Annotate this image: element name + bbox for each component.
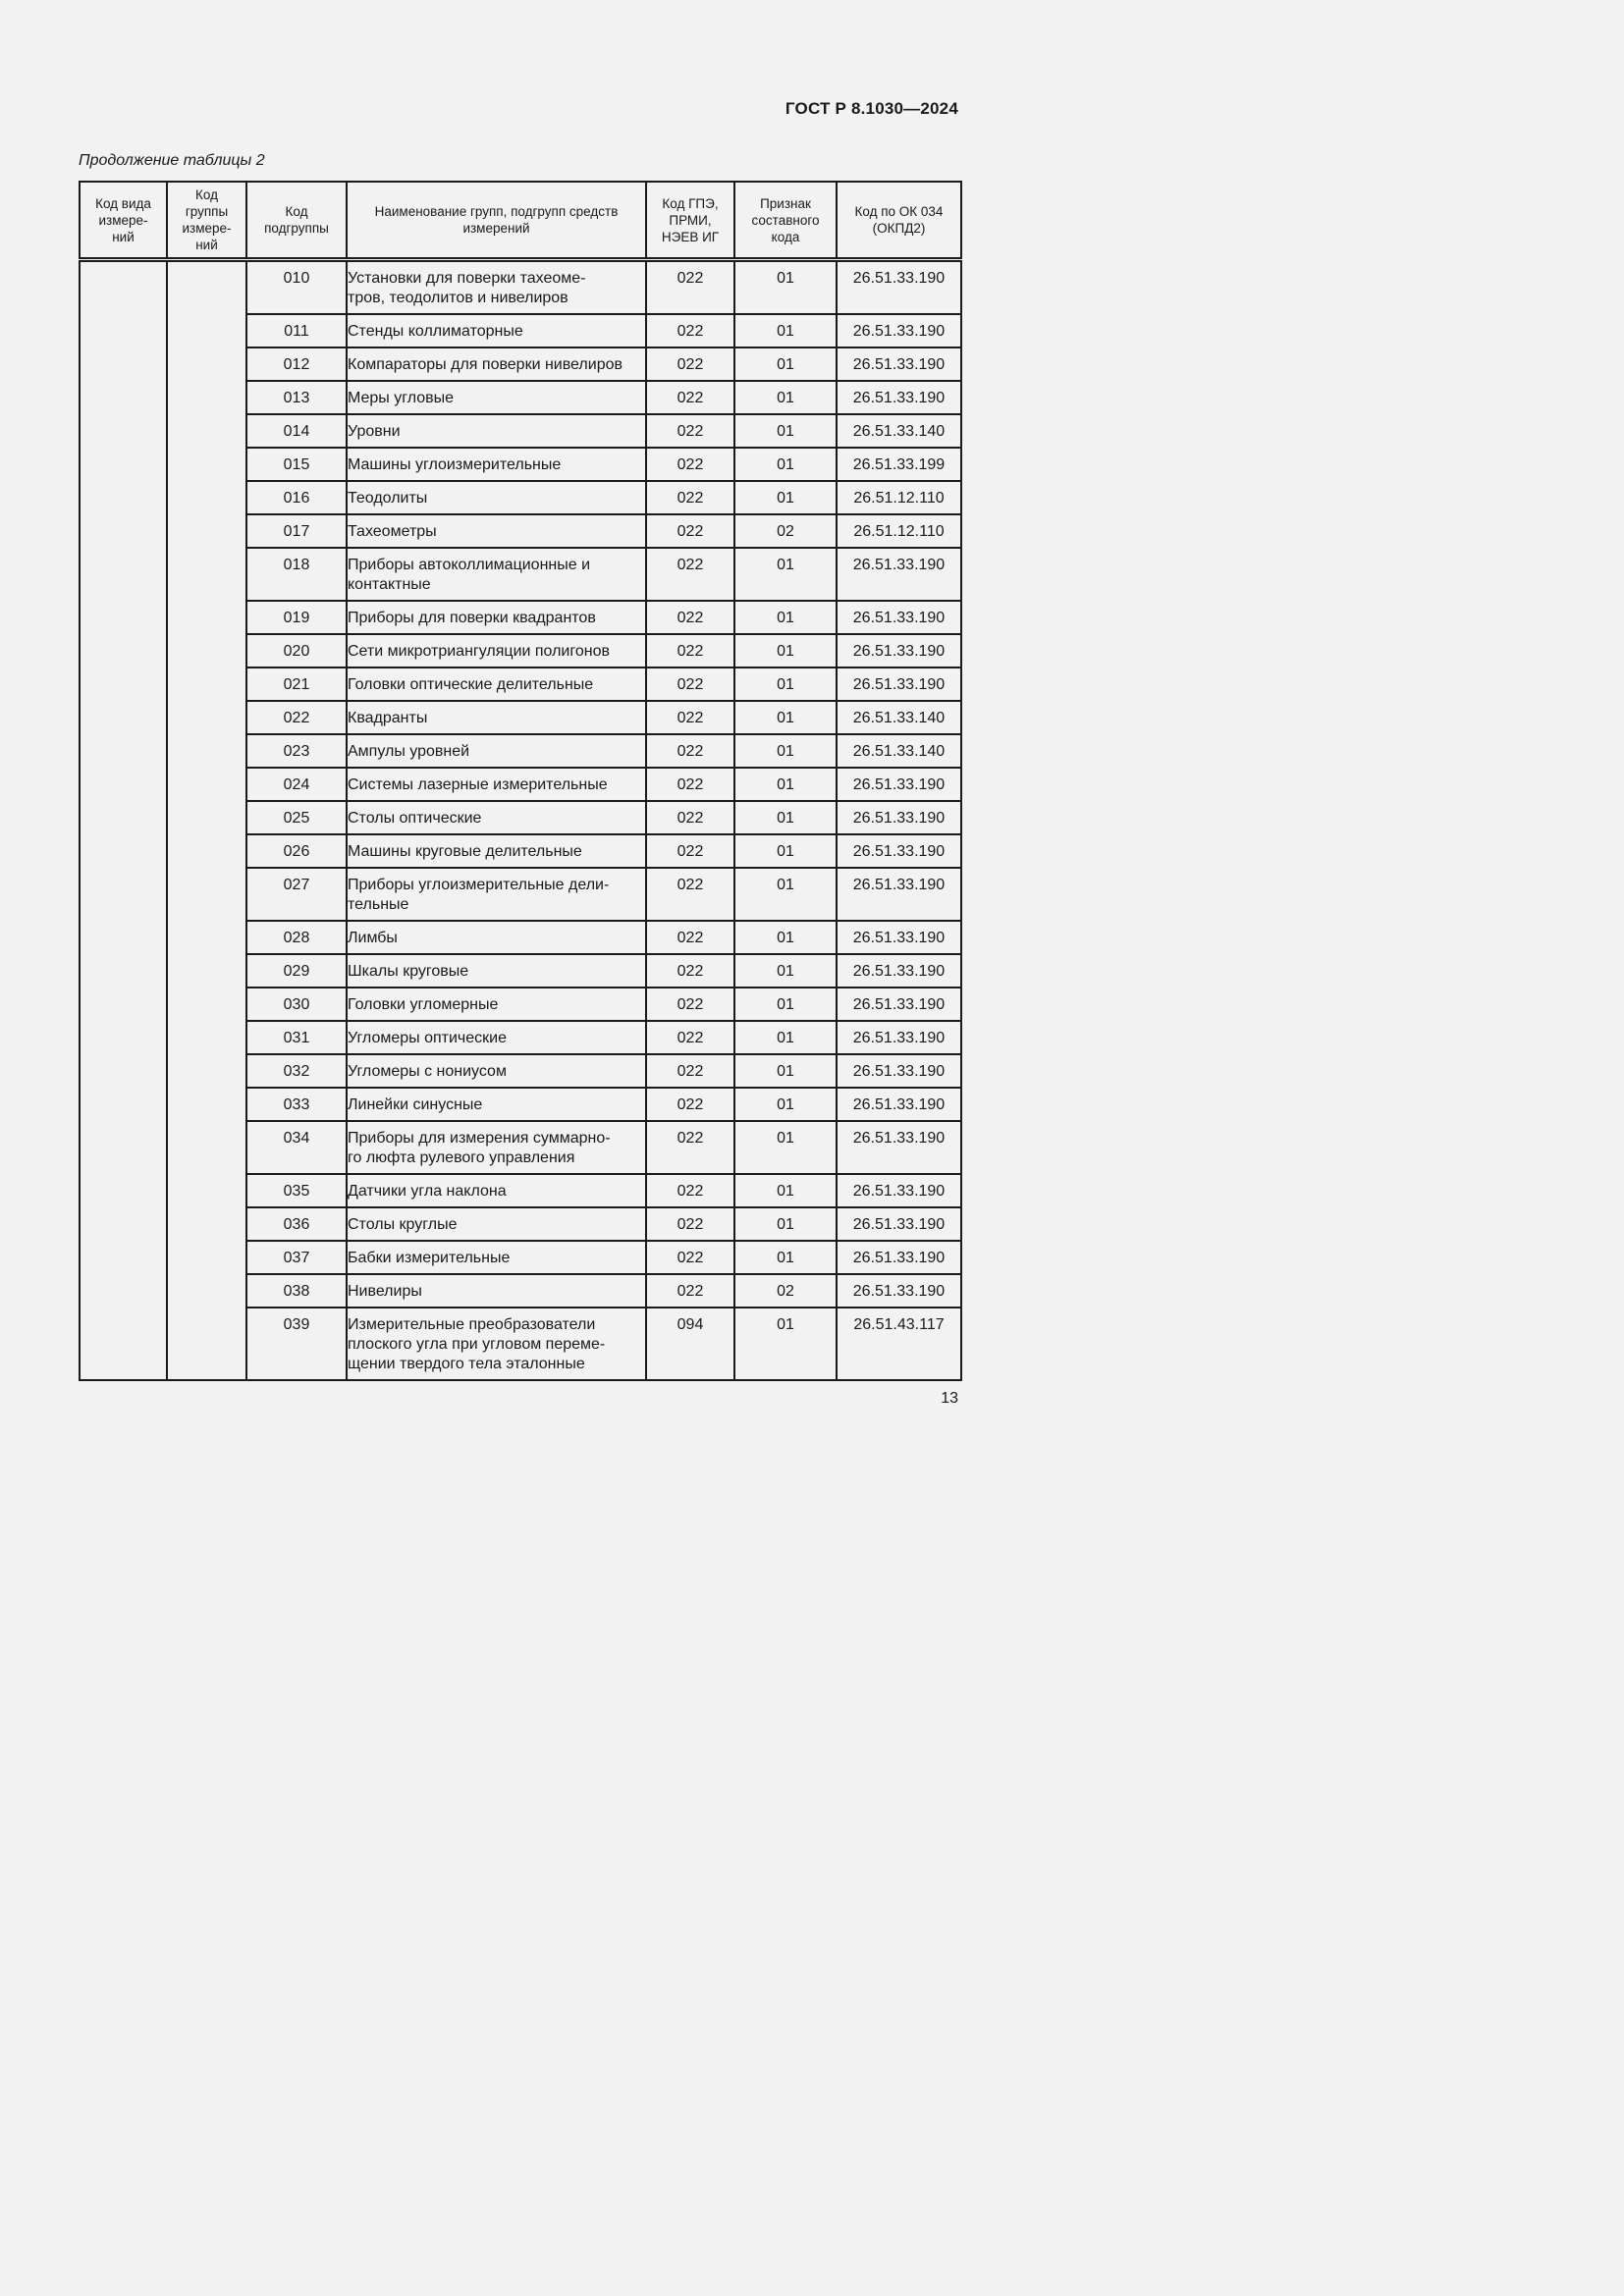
gpe-code-cell: 022 [646, 921, 734, 954]
okpd2-code-cell: 26.51.33.190 [837, 634, 961, 667]
subgroup-code-cell: 039 [246, 1308, 347, 1380]
name-cell: Меры угловые [347, 381, 646, 414]
subgroup-code-cell: 025 [246, 801, 347, 834]
gpe-code-cell: 022 [646, 601, 734, 634]
okpd2-code-cell: 26.51.33.190 [837, 1174, 961, 1207]
column-header-okpd2-code [837, 182, 961, 260]
table-row [80, 260, 961, 315]
composite-sign-cell: 01 [734, 768, 837, 801]
measurement-type-code-cell [80, 260, 167, 1381]
subgroup-code-cell: 016 [246, 481, 347, 514]
column-header-name [347, 182, 646, 260]
subgroup-code-cell: 012 [246, 347, 347, 381]
gpe-code-cell: 022 [646, 1054, 734, 1088]
composite-sign-cell: 02 [734, 514, 837, 548]
name-cell: Сети микротриангуляции полигонов [347, 634, 646, 667]
composite-sign-cell: 01 [734, 921, 837, 954]
name-cell: Линейки синусные [347, 1088, 646, 1121]
okpd2-code-cell: 26.51.33.190 [837, 1021, 961, 1054]
okpd2-code-cell: 26.51.43.117 [837, 1308, 961, 1380]
gpe-code-cell: 022 [646, 1274, 734, 1308]
name-cell: Угломеры оптические [347, 1021, 646, 1054]
gpe-code-cell: 022 [646, 314, 734, 347]
name-cell: Системы лазерные измерительные [347, 768, 646, 801]
okpd2-code-cell: 26.51.33.190 [837, 1274, 961, 1308]
gpe-code-cell: 022 [646, 1174, 734, 1207]
composite-sign-cell: 01 [734, 734, 837, 768]
composite-sign-cell: 01 [734, 1241, 837, 1274]
composite-sign-cell: 01 [734, 1174, 837, 1207]
subgroup-code-cell: 019 [246, 601, 347, 634]
name-cell: Машины круговые делительные [347, 834, 646, 868]
composite-sign-cell: 01 [734, 954, 837, 988]
gpe-code-cell: 022 [646, 448, 734, 481]
gpe-code-cell: 022 [646, 260, 734, 315]
name-cell: Головки оптические делительные [347, 667, 646, 701]
name-cell: Угломеры с нониусом [347, 1054, 646, 1088]
gpe-code-cell: 022 [646, 701, 734, 734]
composite-sign-cell: 01 [734, 448, 837, 481]
subgroup-code-cell: 038 [246, 1274, 347, 1308]
composite-sign-cell: 01 [734, 314, 837, 347]
composite-sign-cell: 01 [734, 701, 837, 734]
composite-sign-cell: 01 [734, 667, 837, 701]
subgroup-code-cell: 032 [246, 1054, 347, 1088]
composite-sign-cell: 01 [734, 381, 837, 414]
classification-table [79, 181, 962, 1381]
header-text: Код группы измере- ний [182, 187, 232, 252]
subgroup-code-cell: 020 [246, 634, 347, 667]
header-text: Код вида измере- ний [95, 195, 151, 244]
subgroup-code-cell: 021 [246, 667, 347, 701]
composite-sign-cell: 01 [734, 868, 837, 921]
okpd2-code-cell: 26.51.33.190 [837, 601, 961, 634]
name-cell: Лимбы [347, 921, 646, 954]
subgroup-code-cell: 022 [246, 701, 347, 734]
composite-sign-cell: 01 [734, 634, 837, 667]
gpe-code-cell: 022 [646, 1088, 734, 1121]
composite-sign-cell: 02 [734, 1274, 837, 1308]
gpe-code-cell: 022 [646, 734, 734, 768]
composite-sign-cell: 01 [734, 1021, 837, 1054]
column-header-measurement-group-code [167, 182, 246, 260]
name-cell: Машины углоизмерительные [347, 448, 646, 481]
subgroup-code-cell: 030 [246, 988, 347, 1021]
composite-sign-cell: 01 [734, 834, 837, 868]
gpe-code-cell: 022 [646, 834, 734, 868]
name-cell: Приборы для измерения суммарно- го люфта рулевого управления [347, 1121, 646, 1174]
okpd2-code-cell: 26.51.33.190 [837, 954, 961, 988]
gpe-code-cell: 094 [646, 1308, 734, 1380]
gpe-code-cell: 022 [646, 667, 734, 701]
document-code: ГОСТ Р 8.1030—2024 [785, 99, 958, 118]
okpd2-code-cell: 26.51.33.190 [837, 314, 961, 347]
page-number: 13 [941, 1390, 958, 1407]
gpe-code-cell: 022 [646, 801, 734, 834]
composite-sign-cell: 01 [734, 260, 837, 315]
gpe-code-cell: 022 [646, 481, 734, 514]
name-cell: Приборы углоизмерительные дели- тельные [347, 868, 646, 921]
okpd2-code-cell: 26.51.33.190 [837, 1054, 961, 1088]
header-text: Код по ОК 034 (ОКПД2) [854, 204, 944, 236]
composite-sign-cell: 01 [734, 1054, 837, 1088]
column-header-measurement-type-code [80, 182, 167, 260]
okpd2-code-cell: 26.51.33.190 [837, 868, 961, 921]
subgroup-code-cell: 013 [246, 381, 347, 414]
subgroup-code-cell: 027 [246, 868, 347, 921]
header-text: Наименование групп, подгрупп средств измерений [374, 204, 619, 236]
header-text: Код подгруппы [264, 204, 329, 236]
gpe-code-cell: 022 [646, 347, 734, 381]
composite-sign-cell: 01 [734, 988, 837, 1021]
gpe-code-cell: 022 [646, 1241, 734, 1274]
okpd2-code-cell: 26.51.33.190 [837, 381, 961, 414]
gpe-code-cell: 022 [646, 868, 734, 921]
name-cell: Уровни [347, 414, 646, 448]
subgroup-code-cell: 033 [246, 1088, 347, 1121]
okpd2-code-cell: 26.51.33.190 [837, 347, 961, 381]
name-cell: Тахеометры [347, 514, 646, 548]
column-header-composite-sign [734, 182, 837, 260]
name-cell: Приборы автоколлимационные и контактные [347, 548, 646, 601]
name-cell: Измерительные преобразователи плоского угла при угловом переме- щении твердого тела эталонные [347, 1308, 646, 1380]
measurement-group-code-cell [167, 260, 246, 1381]
okpd2-code-cell: 26.51.33.190 [837, 1121, 961, 1174]
okpd2-code-cell: 26.51.33.190 [837, 667, 961, 701]
gpe-code-cell: 022 [646, 1121, 734, 1174]
okpd2-code-cell: 26.51.33.190 [837, 260, 961, 315]
name-cell: Нивелиры [347, 1274, 646, 1308]
column-header-subgroup-code [246, 182, 347, 260]
composite-sign-cell: 01 [734, 414, 837, 448]
name-cell: Столы круглые [347, 1207, 646, 1241]
okpd2-code-cell: 26.51.33.190 [837, 1207, 961, 1241]
name-cell: Шкалы круговые [347, 954, 646, 988]
header-text: Признак составного кода [751, 195, 820, 244]
okpd2-code-cell: 26.51.33.190 [837, 1241, 961, 1274]
gpe-code-cell: 022 [646, 381, 734, 414]
gpe-code-cell: 022 [646, 954, 734, 988]
subgroup-code-cell: 029 [246, 954, 347, 988]
document-page [0, 0, 1089, 1539]
gpe-code-cell: 022 [646, 988, 734, 1021]
table-header-row [80, 182, 961, 260]
gpe-code-cell: 022 [646, 548, 734, 601]
gpe-code-cell: 022 [646, 414, 734, 448]
subgroup-code-cell: 037 [246, 1241, 347, 1274]
okpd2-code-cell: 26.51.33.190 [837, 801, 961, 834]
composite-sign-cell: 01 [734, 1121, 837, 1174]
okpd2-code-cell: 26.51.12.110 [837, 481, 961, 514]
subgroup-code-cell: 015 [246, 448, 347, 481]
subgroup-code-cell: 035 [246, 1174, 347, 1207]
gpe-code-cell: 022 [646, 1207, 734, 1241]
composite-sign-cell: 01 [734, 347, 837, 381]
composite-sign-cell: 01 [734, 601, 837, 634]
subgroup-code-cell: 010 [246, 260, 347, 315]
composite-sign-cell: 01 [734, 1088, 837, 1121]
name-cell: Датчики угла наклона [347, 1174, 646, 1207]
okpd2-code-cell: 26.51.12.110 [837, 514, 961, 548]
composite-sign-cell: 01 [734, 548, 837, 601]
subgroup-code-cell: 026 [246, 834, 347, 868]
name-cell: Приборы для поверки квадрантов [347, 601, 646, 634]
column-header-gpe-code [646, 182, 734, 260]
subgroup-code-cell: 024 [246, 768, 347, 801]
subgroup-code-cell: 034 [246, 1121, 347, 1174]
composite-sign-cell: 01 [734, 1308, 837, 1380]
gpe-code-cell: 022 [646, 634, 734, 667]
composite-sign-cell: 01 [734, 801, 837, 834]
subgroup-code-cell: 018 [246, 548, 347, 601]
composite-sign-cell: 01 [734, 481, 837, 514]
okpd2-code-cell: 26.51.33.190 [837, 768, 961, 801]
okpd2-code-cell: 26.51.33.190 [837, 988, 961, 1021]
composite-sign-cell: 01 [734, 1207, 837, 1241]
subgroup-code-cell: 031 [246, 1021, 347, 1054]
subgroup-code-cell: 028 [246, 921, 347, 954]
name-cell: Бабки измерительные [347, 1241, 646, 1274]
name-cell: Теодолиты [347, 481, 646, 514]
name-cell: Стенды коллиматорные [347, 314, 646, 347]
subgroup-code-cell: 023 [246, 734, 347, 768]
gpe-code-cell: 022 [646, 1021, 734, 1054]
subgroup-code-cell: 036 [246, 1207, 347, 1241]
subgroup-code-cell: 011 [246, 314, 347, 347]
okpd2-code-cell: 26.51.33.140 [837, 414, 961, 448]
okpd2-code-cell: 26.51.33.190 [837, 921, 961, 954]
okpd2-code-cell: 26.51.33.199 [837, 448, 961, 481]
gpe-code-cell: 022 [646, 514, 734, 548]
name-cell: Квадранты [347, 701, 646, 734]
name-cell: Установки для поверки тахеоме- тров, теодолитов и нивелиров [347, 260, 646, 315]
name-cell: Столы оптические [347, 801, 646, 834]
name-cell: Ампулы уровней [347, 734, 646, 768]
table-body [80, 260, 961, 1381]
gpe-code-cell: 022 [646, 768, 734, 801]
table-caption: Продолжение таблицы 2 [79, 152, 265, 169]
okpd2-code-cell: 26.51.33.140 [837, 701, 961, 734]
subgroup-code-cell: 017 [246, 514, 347, 548]
name-cell: Головки угломерные [347, 988, 646, 1021]
okpd2-code-cell: 26.51.33.190 [837, 834, 961, 868]
okpd2-code-cell: 26.51.33.140 [837, 734, 961, 768]
subgroup-code-cell: 014 [246, 414, 347, 448]
okpd2-code-cell: 26.51.33.190 [837, 548, 961, 601]
okpd2-code-cell: 26.51.33.190 [837, 1088, 961, 1121]
name-cell: Компараторы для поверки нивелиров [347, 347, 646, 381]
header-text: Код ГПЭ, ПРМИ, НЭЕВ ИГ [661, 195, 720, 244]
